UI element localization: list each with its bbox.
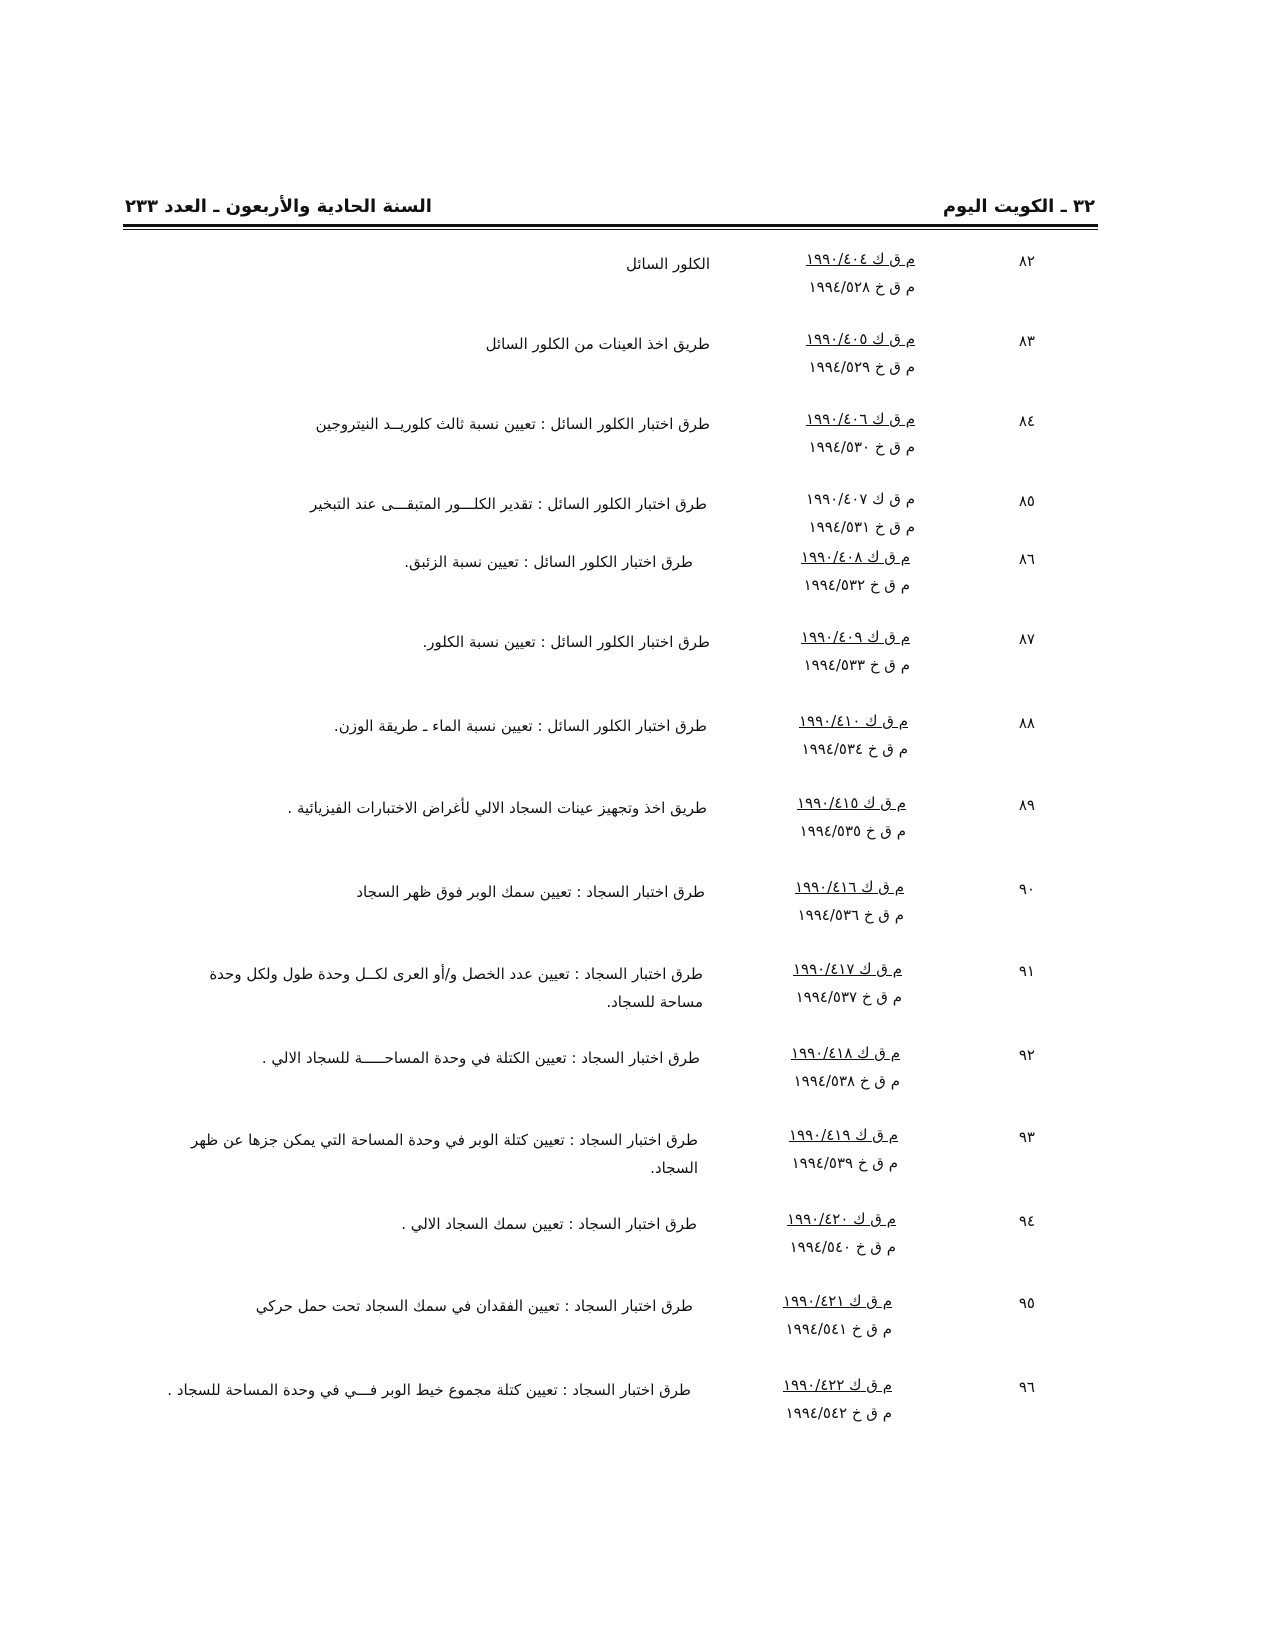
entry-number: ٨٤ [1018,412,1035,430]
gulf-standard-code: م ق خ ١٩٩٤/٥٢٨ [808,278,915,296]
list-item [0,794,1275,854]
gulf-standard-code: م ق خ ١٩٩٤/٥٣١ [808,518,915,536]
list-item [0,410,1275,470]
gulf-standard-code: م ق خ ١٩٩٤/٥٤٢ [785,1404,892,1422]
gulf-standard-code: م ق خ ١٩٩٤/٥٣٩ [791,1154,898,1172]
kuwait-standard-code: م ق ك ١٩٩٠/٤١٠ [798,712,908,730]
entry-number: ٨٥ [1018,492,1035,510]
kuwait-standard-code: م ق ك ١٩٩٠/٤٢٢ [782,1376,892,1394]
entry-number: ٨٨ [1018,714,1035,732]
header-rule-thick [123,224,1098,227]
kuwait-standard-code: م ق ك ١٩٩٠/٤١٥ [796,794,906,812]
list-item [0,628,1275,688]
standard-title: طرق اختبار السجاد : تعيين كتلة الوبر في وحدة المساحة التي يمكن جزها عن ظهر السجاد. [191,1131,698,1177]
kuwait-standard-code: م ق ك ١٩٩٠/٤٠٤ [805,250,915,268]
header-year-issue: السنة الحادية والأربعون ـ العدد ٢٣٣ [125,196,432,217]
page-header [125,196,1095,222]
standard-title: طرق اختبار السجاد : تعيين الكتلة في وحدة المساحـــــة للسجاد الالي . [261,1049,700,1067]
entry-number: ٩٢ [1018,1046,1035,1064]
gulf-standard-code: م ق خ ١٩٩٤/٥٤١ [785,1320,892,1338]
standard-title: طرق اختبار الكلور السائل : تعيين نسبة الكلور. [422,633,710,651]
header-rule-thin [123,229,1098,230]
gulf-standard-code: م ق خ ١٩٩٤/٥٣٢ [803,576,910,594]
list-item [0,960,1275,1020]
list-item [0,548,1275,608]
gulf-standard-code: م ق خ ١٩٩٤/٥٣٠ [808,438,915,456]
gulf-standard-code: م ق خ ١٩٩٤/٥٣٥ [799,822,906,840]
entry-number: ٨٣ [1018,332,1035,350]
list-item [0,490,1275,550]
entry-number: ٩١ [1018,962,1035,980]
standard-title: طرق اختبار السجاد : تعيين سمك الوبر فوق ظهر السجاد [356,883,705,901]
gulf-standard-code: م ق خ ١٩٩٤/٥٣٣ [803,656,910,674]
kuwait-standard-code: م ق ك ١٩٩٠/٤١٨ [790,1044,900,1062]
entry-number: ٨٩ [1018,796,1035,814]
standard-title: طرق اختبار السجاد : تعيين كتلة مجموع خيط الوبر فـــي في وحدة المساحة للسجاد . [167,1381,691,1399]
list-item [0,878,1275,938]
standard-title: الكلور السائل [626,255,710,273]
entry-number: ٨٦ [1018,550,1035,568]
standard-title: طرق اختبار السجاد : تعيين عدد الخصل و/أو العرى لكــل وحدة طول ولكل وحدة مساحة للسجاد. [209,965,703,1011]
entry-number: ٩٠ [1018,880,1035,898]
entry-number: ٨٧ [1018,630,1035,648]
kuwait-standard-code: م ق ك ١٩٩٠/٤٠٥ [805,330,915,348]
standard-title: طرق اختبار الكلور السائل : تقدير الكلـــور المتبقـــى عند التبخير [310,495,707,513]
kuwait-standard-code: م ق ك ١٩٩٠/٤١٩ [788,1126,898,1144]
kuwait-standard-code: م ق ك ١٩٩٠/٤١٧ [792,960,902,978]
gulf-standard-code: م ق خ ١٩٩٤/٥٣٧ [795,988,902,1006]
entry-number: ٩٣ [1018,1128,1035,1146]
list-item [0,1292,1275,1352]
list-item [0,1376,1275,1436]
list-item [0,1044,1275,1104]
entry-number: ٨٢ [1018,252,1035,270]
standard-title: طرق اختبار السجاد : تعيين الفقدان في سمك السجاد تحت حمل حركي [255,1297,693,1315]
list-item [0,330,1275,390]
kuwait-standard-code: م ق ك ١٩٩٠/٤٢٠ [786,1210,896,1228]
list-item [0,1126,1275,1186]
gulf-standard-code: م ق خ ١٩٩٤/٥٣٨ [793,1072,900,1090]
list-item [0,712,1275,772]
list-item [0,250,1275,310]
standard-title: طريق اخذ وتجهيز عينات السجاد الالي لأغراض الاختبارات الفيزيائية . [287,799,707,817]
kuwait-standard-code: م ق ك ١٩٩٠/٤٠٧ [805,490,915,508]
kuwait-standard-code: م ق ك ١٩٩٠/٤٢١ [782,1292,892,1310]
standard-title: طرق اختبار الكلور السائل : تعيين نسبة ثالث كلوريــد النيتروجين [315,415,710,433]
entry-number: ٩٥ [1018,1294,1035,1312]
gulf-standard-code: م ق خ ١٩٩٤/٥٢٩ [808,358,915,376]
list-item [0,1210,1275,1270]
gulf-standard-code: م ق خ ١٩٩٤/٥٤٠ [789,1238,896,1256]
entry-number: ٩٦ [1018,1378,1035,1396]
standard-title: طرق اختبار الكلور السائل : تعيين نسبة الزئبق. [404,553,693,571]
standard-title: طرق اختبار الكلور السائل : تعيين نسبة الماء ـ طريقة الوزن. [333,717,707,735]
kuwait-standard-code: م ق ك ١٩٩٠/٤٠٨ [800,548,910,566]
entry-number: ٩٤ [1018,1212,1035,1230]
kuwait-standard-code: م ق ك ١٩٩٠/٤٠٩ [800,628,910,646]
kuwait-standard-code: م ق ك ١٩٩٠/٤١٦ [794,878,904,896]
gulf-standard-code: م ق خ ١٩٩٤/٥٣٤ [801,740,908,758]
standard-title: طريق اخذ العينات من الكلور السائل [485,335,710,353]
gulf-standard-code: م ق خ ١٩٩٤/٥٣٦ [797,906,904,924]
standard-title: طرق اختبار السجاد : تعيين سمك السجاد الالي . [401,1215,697,1233]
kuwait-standard-code: م ق ك ١٩٩٠/٤٠٦ [805,410,915,428]
header-issue-page: ٣٢ ـ الكويت اليوم [942,196,1095,217]
